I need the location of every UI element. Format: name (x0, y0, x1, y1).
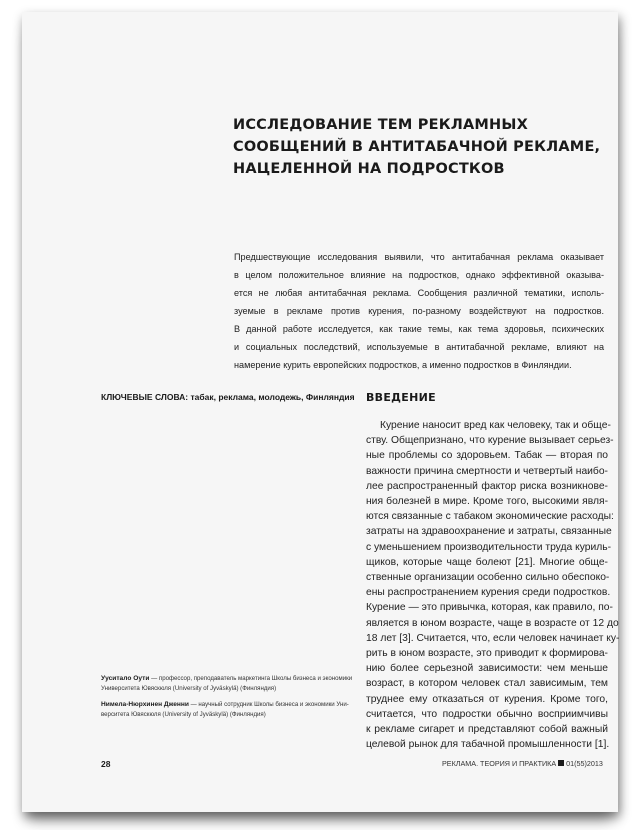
journal-issue: 01(55)2013 (566, 759, 603, 768)
body-line: к рекламе сигарет и представляют собой важный (366, 724, 608, 736)
author-note (101, 700, 349, 719)
document-page (22, 12, 618, 812)
author-description: — научный сотрудник Школы бизнеса и экономики Уни- (188, 701, 349, 708)
square-bullet-icon (558, 760, 564, 766)
journal-name: РЕКЛАМА. ТЕОРИЯ И ПРАКТИКА (442, 759, 557, 768)
abstract-line: В данной работе исследуется, как такие темы, как тема здоровья, психических (234, 324, 604, 334)
body-line: нию более серьезной зависимости: чем меньше (366, 663, 608, 675)
body-line: является в юном возрасте, чаще в возрасте от 12 до (366, 617, 619, 629)
body-line: важности причина смертности и четвертый наибо- (366, 465, 608, 477)
body-text (366, 418, 620, 752)
page-number: 28 (101, 759, 111, 769)
body-line: с уменьшением производительности труда куриль- (366, 541, 612, 553)
article-title (233, 114, 603, 180)
abstract-line: намерение курить европейских подростков, а именно подростков в Финляндии. (234, 360, 572, 370)
author-description-line2: Университета Ювяскюля (University of Jyväskylä) (Финляндия) (101, 684, 277, 692)
body-line: щиков, которые чаще болеют [21]. Многие обще- (366, 556, 608, 568)
body-line: рить в юном возрасте, это приводит к формирова- (366, 648, 608, 660)
body-line: ния болезней в мире. Кроме того, высокими явля- (366, 496, 608, 508)
body-line: ственные организации особенно сильно обеспоко- (366, 572, 610, 584)
body-line: ются связанные с табаком экономические расходы: (366, 511, 614, 523)
section-heading: ВВЕДЕНИЕ (366, 391, 436, 404)
abstract-line: Предшествующие исследования выявили, что антитабачная реклама оказывает (234, 252, 604, 262)
title-line: НАЦЕЛЕННОЙ НА ПОДРОСТКОВ (233, 161, 505, 177)
body-line: труднее ему отказаться от курения. Кроме того, (366, 693, 608, 705)
title-line: СООБЩЕНИЙ В АНТИТАБАЧНОЙ РЕКЛАМЕ, (233, 139, 601, 155)
body-line: ены распространением курения среди подростков. (366, 587, 611, 599)
abstract-line: зуемые в рекламе против курения, по-разному воздействуют на подростков. (234, 306, 604, 316)
author-description-line2: верситета Ювяскюля (University of Jyväskylä) (Финляндия) (101, 710, 266, 718)
body-line: Курение — это привычка, которая, как правило, по- (366, 602, 613, 614)
keywords-label: КЛЮЧЕВЫЕ СЛОВА: (101, 392, 189, 402)
abstract-line: и социальных последствий, используемые в антитабачной рекламе, влияют на (234, 342, 604, 352)
body-line: затраты на здравоохранение и затраты, связанные (366, 526, 612, 538)
abstract-line: в целом положительное влияние на подростков, однако эффективной оказыва- (234, 270, 604, 280)
keywords-value: табак, реклама, молодежь, Финляндия (190, 392, 355, 402)
keywords (101, 392, 355, 402)
journal-footer (442, 759, 603, 768)
abstract (234, 248, 604, 374)
body-line: лее распространенный фактор риска возникнове- (366, 480, 608, 492)
body-line: Курение наносит вред как человеку, так и общe- (380, 420, 611, 431)
author-description: — профессор, преподаватель маркетинга Школы бизнеса и экономики (149, 675, 353, 682)
author-note (101, 674, 353, 693)
body-line: ные проблемы со здоровьем. Табак — вторая по (366, 450, 608, 462)
body-line: ству. Общепризнано, что курение вызывает серьез- (366, 435, 614, 447)
author-name: Ууситалo Оути (101, 675, 150, 682)
title-line: ИССЛЕДОВАНИЕ ТЕМ РЕКЛАМНЫХ (233, 117, 528, 133)
body-line: 18 лет [3]. Считается, что, если человек начинает ку- (366, 632, 620, 644)
body-line: возраст, в котором человек стал зависимым, тем (366, 678, 608, 690)
body-line: целевой рынок для табачной промышленности [1]. (366, 739, 610, 751)
body-line: считается, что подростки обычно восприимчивы (366, 708, 608, 720)
author-name: Нимела-Нюрхинен Дженни (101, 701, 189, 708)
abstract-line: ется не любая антитабачная реклама. Сообщения различной тематики, исполь- (234, 288, 604, 298)
